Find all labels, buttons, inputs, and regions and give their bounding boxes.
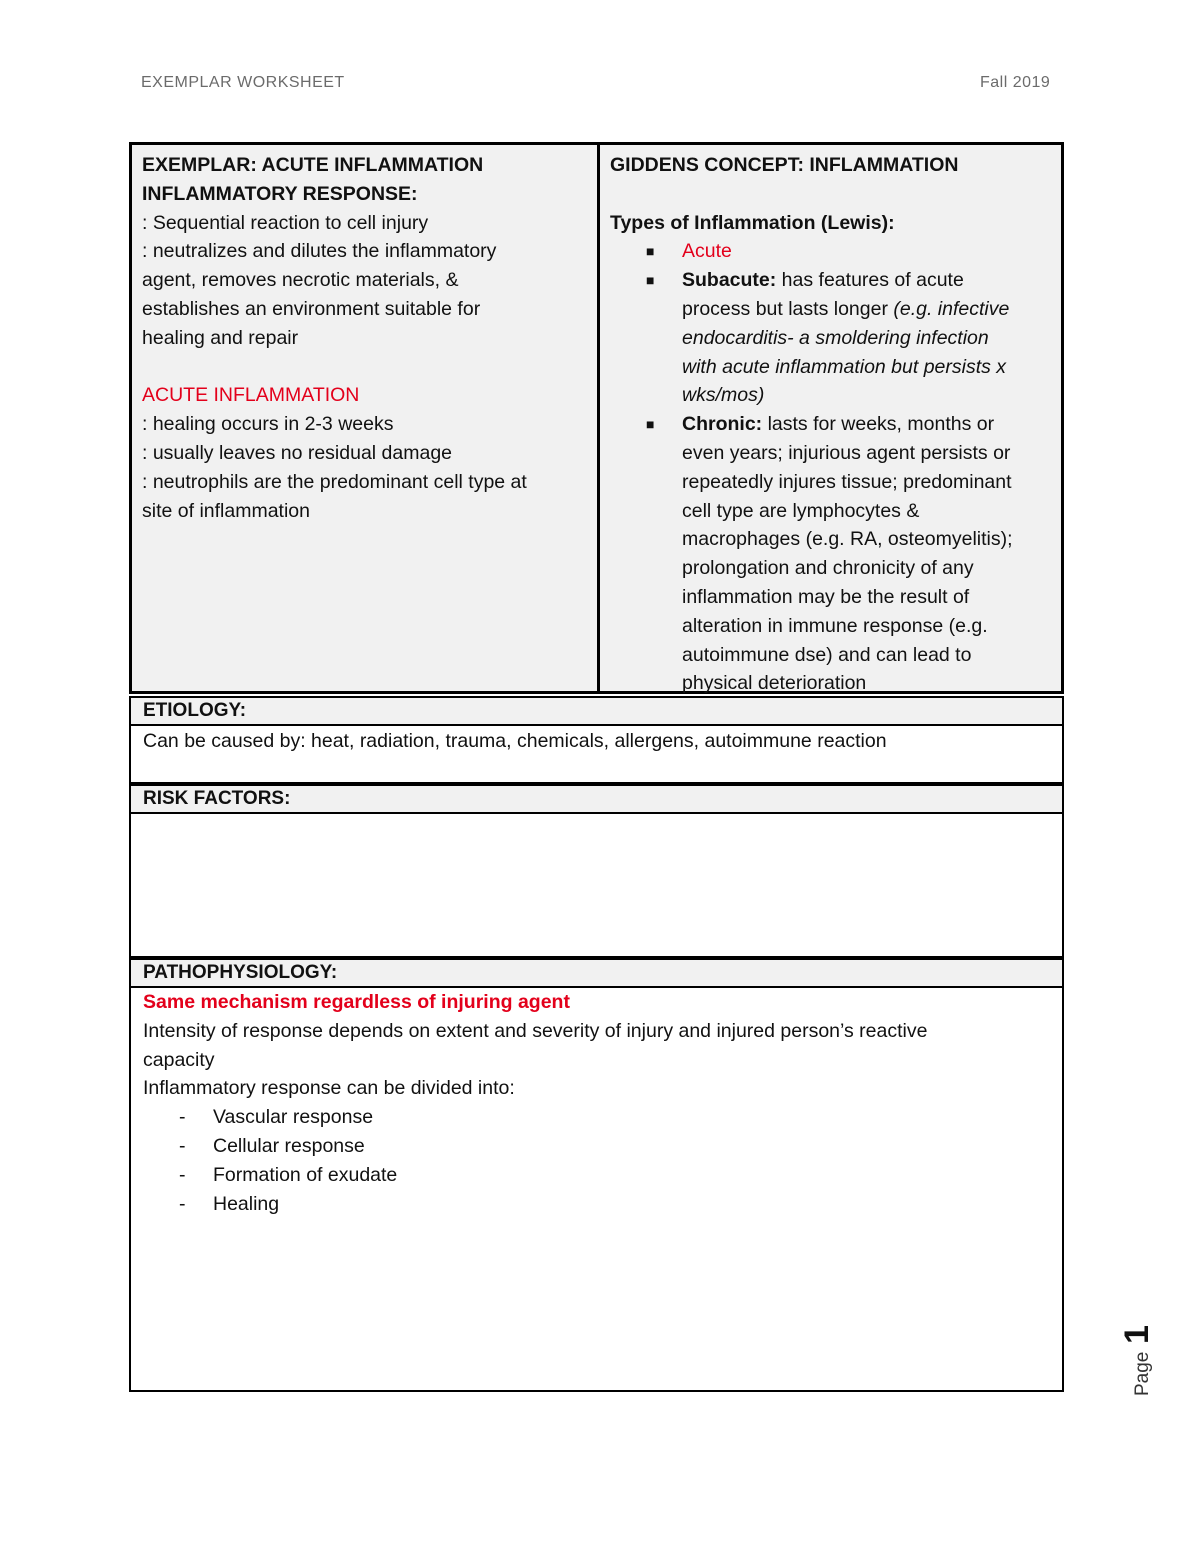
- subacute-line: endocarditis- a smoldering infection: [682, 326, 989, 349]
- exemplar-title: EXEMPLAR: ACUTE INFLAMMATION: [142, 154, 484, 176]
- patho-line: Inflammatory response can be divided into:: [143, 1077, 515, 1100]
- top-table: [129, 142, 1064, 694]
- bullet-chronic: [610, 410, 1051, 439]
- risk-factors-heading: RISK FACTORS:: [129, 784, 1064, 814]
- subacute-line: with acute inflammation but persists x: [682, 355, 1007, 378]
- list-item: - Healing: [179, 1192, 280, 1215]
- types-title: Types of Inflammation (Lewis):: [610, 211, 895, 234]
- chronic-line: alteration in immune response (e.g.: [682, 614, 988, 637]
- giddens-cell: [600, 145, 1061, 695]
- chronic-text: lasts for weeks, months or: [762, 413, 995, 436]
- exemplar-cell: [132, 145, 600, 691]
- subacute-label: Subacute:: [682, 269, 777, 292]
- response-line: : neutralizes and dilutes the inflammatory: [142, 240, 497, 263]
- etiology-heading: ETIOLOGY:: [129, 696, 1064, 726]
- acute-line: : usually leaves no residual damage: [142, 441, 453, 464]
- list-item: - Formation of exudate: [179, 1163, 398, 1186]
- page-label: Page: [1132, 1351, 1153, 1396]
- chronic-label: Chronic:: [682, 413, 763, 436]
- chronic-line: macrophages (e.g. RA, osteomyelitis);: [682, 528, 1013, 551]
- acute-line: site of inflammation: [142, 499, 310, 522]
- patho-line: Intensity of response depends on extent and severity of injury and injured person’s reactive: [143, 1019, 928, 1042]
- patho-highlight: Same mechanism regardless of injuring agent: [143, 991, 570, 1013]
- etiology-body: [129, 726, 1064, 784]
- acute-inflammation-title: ACUTE INFLAMMATION: [142, 384, 360, 407]
- list-item: - Vascular response: [179, 1106, 374, 1129]
- bullet-acute: [610, 237, 1051, 266]
- square-bullet-icon: ■: [646, 243, 655, 260]
- response-line: agent, removes necrotic materials, &: [142, 269, 459, 292]
- chronic-line: inflammation may be the result of: [682, 585, 970, 608]
- subacute-line: process but lasts longer (e.g. infective: [682, 297, 1010, 320]
- list-item: - Cellular response: [179, 1134, 365, 1157]
- chronic-line: physical deterioration: [682, 672, 867, 695]
- acute-line: : healing occurs in 2-3 weeks: [142, 413, 394, 436]
- giddens-title: GIDDENS CONCEPT: INFLAMMATION: [610, 154, 959, 176]
- subacute-line: wks/mos): [682, 384, 765, 407]
- pathophysiology-body: [129, 988, 1064, 1392]
- response-line: : Sequential reaction to cell injury: [142, 211, 429, 234]
- header-title: EXEMPLAR WORKSHEET: [141, 74, 345, 91]
- square-bullet-icon: ■: [646, 272, 655, 289]
- pathophysiology-heading: PATHOPHYSIOLOGY:: [129, 958, 1064, 988]
- response-line: healing and repair: [142, 326, 299, 349]
- patho-line: capacity: [143, 1048, 215, 1071]
- chronic-line: cell type are lymphocytes &: [682, 499, 920, 522]
- subacute-text: has features of acute: [776, 269, 964, 292]
- risk-factors-body: [129, 814, 1064, 958]
- page-number: [1118, 1310, 1158, 1400]
- etiology-text: Can be caused by: heat, radiation, trauma, chemicals, allergens, autoimmune reaction: [143, 730, 887, 752]
- header-term: Fall 2019: [980, 74, 1051, 91]
- chronic-line: repeatedly injures tissue; predominant: [682, 470, 1012, 493]
- square-bullet-icon: ■: [646, 416, 655, 433]
- response-line: establishes an environment suitable for: [142, 297, 481, 320]
- acute-line: : neutrophils are the predominant cell type at: [142, 470, 527, 493]
- chronic-line: autoimmune dse) and can lead to: [682, 643, 972, 666]
- response-title: INFLAMMATORY RESPONSE:: [142, 182, 418, 205]
- acute-label: Acute: [682, 240, 732, 263]
- chronic-line: prolongation and chronicity of any: [682, 557, 974, 580]
- bullet-subacute: [610, 266, 1051, 295]
- page-digit: 1: [1118, 1325, 1156, 1344]
- chronic-line: even years; injurious agent persists or: [682, 441, 1011, 464]
